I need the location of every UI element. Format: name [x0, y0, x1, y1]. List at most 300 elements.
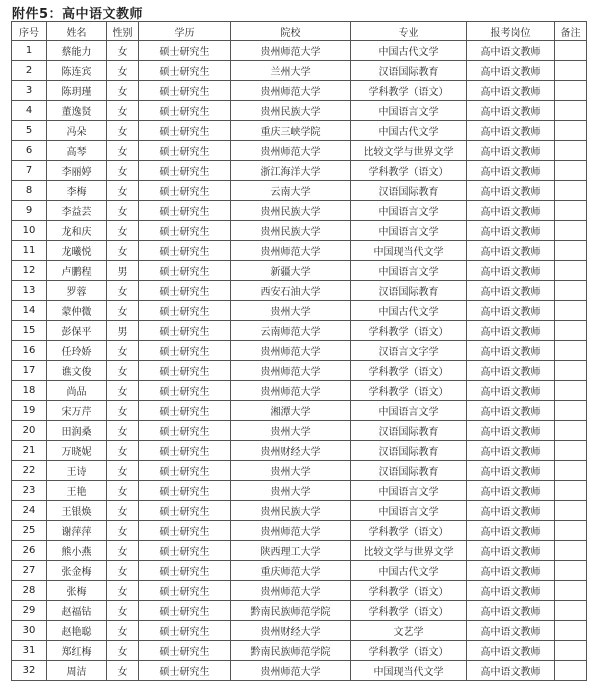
table-row — [12, 81, 587, 101]
cell-education: 硕士研究生 — [139, 221, 231, 241]
cell-remarks — [555, 261, 587, 281]
cell-remarks — [555, 461, 587, 481]
cell-sex: 女 — [107, 141, 139, 161]
cell-school: 贵州师范大学 — [231, 581, 351, 601]
cell-major: 中国古代文学 — [351, 561, 467, 581]
document-title: 附件5：高中语文教师 — [12, 7, 144, 22]
cell-index: 13 — [12, 281, 47, 301]
cell-position: 高中语文教师 — [467, 541, 555, 561]
header-sex: 性别 — [107, 22, 139, 41]
cell-education: 硕士研究生 — [139, 81, 231, 101]
cell-name: 陈玥瑾 — [47, 81, 107, 101]
cell-sex: 女 — [107, 621, 139, 641]
cell-major: 学科教学（语文） — [351, 361, 467, 381]
cell-sex: 女 — [107, 601, 139, 621]
cell-index: 16 — [12, 341, 47, 361]
cell-remarks — [555, 121, 587, 141]
cell-school: 贵州财经大学 — [231, 621, 351, 641]
table-row — [12, 621, 587, 641]
table-row — [12, 121, 587, 141]
cell-position: 高中语文教师 — [467, 461, 555, 481]
cell-name: 李益芸 — [47, 201, 107, 221]
cell-sex: 女 — [107, 581, 139, 601]
cell-education: 硕士研究生 — [139, 421, 231, 441]
cell-remarks — [555, 481, 587, 501]
cell-position: 高中语文教师 — [467, 441, 555, 461]
cell-remarks — [555, 621, 587, 641]
cell-education: 硕士研究生 — [139, 321, 231, 341]
cell-name: 蔡能力 — [47, 41, 107, 61]
cell-remarks — [555, 41, 587, 61]
cell-index: 32 — [12, 661, 47, 681]
cell-name: 田润桑 — [47, 421, 107, 441]
cell-education: 硕士研究生 — [139, 301, 231, 321]
cell-position: 高中语文教师 — [467, 401, 555, 421]
table-row — [12, 361, 587, 381]
cell-sex: 女 — [107, 501, 139, 521]
cell-education: 硕士研究生 — [139, 281, 231, 301]
cell-name: 王艳 — [47, 481, 107, 501]
cell-name: 王银焕 — [47, 501, 107, 521]
cell-remarks — [555, 361, 587, 381]
cell-name: 任玲娇 — [47, 341, 107, 361]
cell-major: 中国语言文学 — [351, 101, 467, 121]
cell-name: 陈连宾 — [47, 61, 107, 81]
cell-sex: 女 — [107, 641, 139, 661]
table-row — [12, 241, 587, 261]
cell-position: 高中语文教师 — [467, 661, 555, 681]
cell-sex: 女 — [107, 81, 139, 101]
cell-name: 熊小燕 — [47, 541, 107, 561]
cell-education: 硕士研究生 — [139, 261, 231, 281]
table-row — [12, 301, 587, 321]
cell-sex: 女 — [107, 361, 139, 381]
cell-position: 高中语文教师 — [467, 521, 555, 541]
cell-remarks — [555, 521, 587, 541]
cell-name: 蒙仲微 — [47, 301, 107, 321]
cell-school: 重庆三峡学院 — [231, 121, 351, 141]
cell-index: 28 — [12, 581, 47, 601]
cell-remarks — [555, 241, 587, 261]
cell-index: 14 — [12, 301, 47, 321]
cell-major: 学科教学（语文） — [351, 601, 467, 621]
cell-education: 硕士研究生 — [139, 621, 231, 641]
cell-school: 湘潭大学 — [231, 401, 351, 421]
cell-education: 硕士研究生 — [139, 121, 231, 141]
cell-major: 学科教学（语文） — [351, 521, 467, 541]
cell-school: 贵州民族大学 — [231, 501, 351, 521]
cell-education: 硕士研究生 — [139, 161, 231, 181]
cell-school: 陕西理工大学 — [231, 541, 351, 561]
cell-name: 彭保平 — [47, 321, 107, 341]
cell-major: 汉语国际教育 — [351, 461, 467, 481]
cell-position: 高中语文教师 — [467, 501, 555, 521]
cell-sex: 女 — [107, 381, 139, 401]
cell-education: 硕士研究生 — [139, 341, 231, 361]
cell-education: 硕士研究生 — [139, 441, 231, 461]
cell-major: 学科教学（语文） — [351, 161, 467, 181]
cell-major: 汉语言文字学 — [351, 341, 467, 361]
table-row — [12, 421, 587, 441]
cell-name: 尚品 — [47, 381, 107, 401]
cell-school: 贵州师范大学 — [231, 661, 351, 681]
cell-major: 汉语国际教育 — [351, 61, 467, 81]
cell-index: 24 — [12, 501, 47, 521]
cell-index: 27 — [12, 561, 47, 581]
cell-education: 硕士研究生 — [139, 641, 231, 661]
table-row — [12, 441, 587, 461]
table-row — [12, 661, 587, 681]
table-row — [12, 581, 587, 601]
cell-index: 6 — [12, 141, 47, 161]
cell-sex: 女 — [107, 181, 139, 201]
cell-sex: 女 — [107, 201, 139, 221]
cell-school: 贵州大学 — [231, 481, 351, 501]
cell-index: 20 — [12, 421, 47, 441]
table-row — [12, 161, 587, 181]
cell-index: 23 — [12, 481, 47, 501]
table-row — [12, 561, 587, 581]
header-name: 姓名 — [47, 22, 107, 41]
cell-education: 硕士研究生 — [139, 521, 231, 541]
cell-major: 学科教学（语文） — [351, 321, 467, 341]
cell-sex: 女 — [107, 61, 139, 81]
cell-index: 3 — [12, 81, 47, 101]
cell-school: 贵州师范大学 — [231, 41, 351, 61]
cell-sex: 女 — [107, 241, 139, 261]
cell-name: 罗蓉 — [47, 281, 107, 301]
cell-sex: 女 — [107, 221, 139, 241]
cell-school: 贵州师范大学 — [231, 241, 351, 261]
cell-education: 硕士研究生 — [139, 201, 231, 221]
cell-remarks — [555, 81, 587, 101]
cell-school: 贵州大学 — [231, 301, 351, 321]
cell-major: 文艺学 — [351, 621, 467, 641]
cell-major: 中国古代文学 — [351, 121, 467, 141]
cell-index: 7 — [12, 161, 47, 181]
cell-education: 硕士研究生 — [139, 141, 231, 161]
cell-position: 高中语文教师 — [467, 61, 555, 81]
cell-sex: 女 — [107, 301, 139, 321]
cell-sex: 女 — [107, 161, 139, 181]
cell-remarks — [555, 201, 587, 221]
cell-major: 比较文学与世界文学 — [351, 141, 467, 161]
cell-index: 17 — [12, 361, 47, 381]
cell-sex: 女 — [107, 521, 139, 541]
cell-major: 中国语言文学 — [351, 261, 467, 281]
cell-school: 贵州师范大学 — [231, 521, 351, 541]
cell-school: 贵州民族大学 — [231, 201, 351, 221]
cell-name: 龙曦悦 — [47, 241, 107, 261]
cell-major: 中国古代文学 — [351, 41, 467, 61]
cell-education: 硕士研究生 — [139, 561, 231, 581]
header-remarks: 备注 — [555, 22, 587, 41]
cell-education: 硕士研究生 — [139, 361, 231, 381]
cell-major: 中国语言文学 — [351, 401, 467, 421]
cell-major: 中国古代文学 — [351, 301, 467, 321]
cell-major: 中国现当代文学 — [351, 241, 467, 261]
cell-major: 学科教学（语文） — [351, 641, 467, 661]
cell-remarks — [555, 641, 587, 661]
cell-school: 贵州师范大学 — [231, 341, 351, 361]
cell-education: 硕士研究生 — [139, 101, 231, 121]
cell-education: 硕士研究生 — [139, 61, 231, 81]
table-row — [12, 61, 587, 81]
cell-index: 11 — [12, 241, 47, 261]
cell-remarks — [555, 381, 587, 401]
table-row — [12, 141, 587, 161]
table-row — [12, 221, 587, 241]
table-row — [12, 41, 587, 61]
cell-name: 周洁 — [47, 661, 107, 681]
header-education: 学历 — [139, 22, 231, 41]
table-row — [12, 601, 587, 621]
cell-school: 西安石油大学 — [231, 281, 351, 301]
cell-major: 学科教学（语文） — [351, 581, 467, 601]
cell-name: 张梅 — [47, 581, 107, 601]
cell-remarks — [555, 581, 587, 601]
table-row — [12, 281, 587, 301]
cell-name: 董逸贤 — [47, 101, 107, 121]
cell-name: 赵艳聪 — [47, 621, 107, 641]
cell-position: 高中语文教师 — [467, 601, 555, 621]
cell-index: 18 — [12, 381, 47, 401]
cell-position: 高中语文教师 — [467, 581, 555, 601]
table-row — [12, 501, 587, 521]
cell-position: 高中语文教师 — [467, 81, 555, 101]
cell-index: 19 — [12, 401, 47, 421]
cell-school: 黔南民族师范学院 — [231, 641, 351, 661]
cell-position: 高中语文教师 — [467, 101, 555, 121]
cell-position: 高中语文教师 — [467, 341, 555, 361]
cell-remarks — [555, 501, 587, 521]
cell-education: 硕士研究生 — [139, 581, 231, 601]
cell-name: 高琴 — [47, 141, 107, 161]
cell-education: 硕士研究生 — [139, 661, 231, 681]
cell-education: 硕士研究生 — [139, 541, 231, 561]
cell-name: 万晓妮 — [47, 441, 107, 461]
candidate-table — [11, 21, 587, 681]
cell-major: 中国语言文学 — [351, 501, 467, 521]
cell-school: 黔南民族师范学院 — [231, 601, 351, 621]
cell-major: 学科教学（语文） — [351, 381, 467, 401]
cell-name: 王诗 — [47, 461, 107, 481]
cell-index: 30 — [12, 621, 47, 641]
cell-major: 汉语国际教育 — [351, 281, 467, 301]
cell-major: 中国语言文学 — [351, 201, 467, 221]
cell-school: 云南师范大学 — [231, 321, 351, 341]
header-major: 专业 — [351, 22, 467, 41]
cell-school: 云南大学 — [231, 181, 351, 201]
cell-remarks — [555, 441, 587, 461]
cell-education: 硕士研究生 — [139, 481, 231, 501]
cell-sex: 女 — [107, 421, 139, 441]
cell-remarks — [555, 401, 587, 421]
cell-index: 12 — [12, 261, 47, 281]
cell-index: 25 — [12, 521, 47, 541]
cell-sex: 女 — [107, 561, 139, 581]
cell-education: 硕士研究生 — [139, 401, 231, 421]
cell-remarks — [555, 561, 587, 581]
cell-index: 26 — [12, 541, 47, 561]
table-row — [12, 641, 587, 661]
cell-sex: 女 — [107, 101, 139, 121]
cell-remarks — [555, 601, 587, 621]
cell-position: 高中语文教师 — [467, 321, 555, 341]
cell-position: 高中语文教师 — [467, 281, 555, 301]
cell-index: 4 — [12, 101, 47, 121]
cell-name: 李梅 — [47, 181, 107, 201]
cell-major: 汉语国际教育 — [351, 441, 467, 461]
cell-index: 10 — [12, 221, 47, 241]
table-row — [12, 181, 587, 201]
cell-remarks — [555, 421, 587, 441]
cell-position: 高中语文教师 — [467, 641, 555, 661]
cell-index: 15 — [12, 321, 47, 341]
cell-position: 高中语文教师 — [467, 201, 555, 221]
cell-name: 张金梅 — [47, 561, 107, 581]
cell-index: 29 — [12, 601, 47, 621]
cell-sex: 女 — [107, 401, 139, 421]
cell-index: 22 — [12, 461, 47, 481]
cell-name: 冯朵 — [47, 121, 107, 141]
cell-sex: 女 — [107, 461, 139, 481]
cell-index: 9 — [12, 201, 47, 221]
table-row — [12, 541, 587, 561]
table-row — [12, 341, 587, 361]
cell-index: 2 — [12, 61, 47, 81]
cell-major: 比较文学与世界文学 — [351, 541, 467, 561]
cell-major: 学科教学（语文） — [351, 81, 467, 101]
cell-sex: 女 — [107, 281, 139, 301]
cell-remarks — [555, 221, 587, 241]
cell-school: 重庆师范大学 — [231, 561, 351, 581]
cell-remarks — [555, 161, 587, 181]
table-body — [12, 41, 587, 681]
cell-remarks — [555, 301, 587, 321]
cell-school: 贵州民族大学 — [231, 221, 351, 241]
cell-remarks — [555, 101, 587, 121]
cell-sex: 女 — [107, 41, 139, 61]
cell-school: 新疆大学 — [231, 261, 351, 281]
cell-school: 贵州大学 — [231, 421, 351, 441]
cell-sex: 女 — [107, 341, 139, 361]
cell-name: 卢鹏程 — [47, 261, 107, 281]
header-school: 院校 — [231, 22, 351, 41]
cell-position: 高中语文教师 — [467, 181, 555, 201]
cell-major: 中国语言文学 — [351, 221, 467, 241]
cell-index: 1 — [12, 41, 47, 61]
cell-sex: 女 — [107, 121, 139, 141]
table-row — [12, 381, 587, 401]
cell-major: 汉语国际教育 — [351, 421, 467, 441]
cell-remarks — [555, 181, 587, 201]
cell-major: 中国现当代文学 — [351, 661, 467, 681]
table-row — [12, 261, 587, 281]
cell-position: 高中语文教师 — [467, 141, 555, 161]
table-row — [12, 481, 587, 501]
header-position: 报考岗位 — [467, 22, 555, 41]
cell-name: 谢萍萍 — [47, 521, 107, 541]
cell-school: 贵州师范大学 — [231, 381, 351, 401]
cell-position: 高中语文教师 — [467, 361, 555, 381]
cell-education: 硕士研究生 — [139, 601, 231, 621]
cell-name: 龙和庆 — [47, 221, 107, 241]
cell-name: 赵福钻 — [47, 601, 107, 621]
cell-education: 硕士研究生 — [139, 501, 231, 521]
cell-school: 贵州大学 — [231, 461, 351, 481]
table-row — [12, 461, 587, 481]
cell-position: 高中语文教师 — [467, 481, 555, 501]
table-row — [12, 321, 587, 341]
cell-position: 高中语文教师 — [467, 261, 555, 281]
table-row — [12, 401, 587, 421]
cell-sex: 女 — [107, 661, 139, 681]
cell-name: 郑红梅 — [47, 641, 107, 661]
cell-education: 硕士研究生 — [139, 241, 231, 261]
cell-position: 高中语文教师 — [467, 421, 555, 441]
cell-remarks — [555, 321, 587, 341]
cell-sex: 女 — [107, 541, 139, 561]
cell-sex: 男 — [107, 321, 139, 341]
cell-major: 中国语言文学 — [351, 481, 467, 501]
header-index: 序号 — [12, 22, 47, 41]
cell-remarks — [555, 661, 587, 681]
cell-position: 高中语文教师 — [467, 621, 555, 641]
cell-position: 高中语文教师 — [467, 381, 555, 401]
cell-name: 李丽婷 — [47, 161, 107, 181]
cell-education: 硕士研究生 — [139, 381, 231, 401]
cell-education: 硕士研究生 — [139, 181, 231, 201]
cell-index: 31 — [12, 641, 47, 661]
cell-education: 硕士研究生 — [139, 461, 231, 481]
table-row — [12, 201, 587, 221]
cell-remarks — [555, 281, 587, 301]
cell-position: 高中语文教师 — [467, 41, 555, 61]
cell-sex: 女 — [107, 441, 139, 461]
cell-remarks — [555, 341, 587, 361]
cell-name: 谯文俊 — [47, 361, 107, 381]
cell-school: 浙江海洋大学 — [231, 161, 351, 181]
cell-school: 贵州财经大学 — [231, 441, 351, 461]
cell-position: 高中语文教师 — [467, 121, 555, 141]
cell-position: 高中语文教师 — [467, 241, 555, 261]
cell-school: 贵州师范大学 — [231, 81, 351, 101]
cell-remarks — [555, 141, 587, 161]
table-header-row — [12, 22, 587, 41]
cell-school: 贵州民族大学 — [231, 101, 351, 121]
cell-name: 宋万芹 — [47, 401, 107, 421]
cell-index: 21 — [12, 441, 47, 461]
cell-education: 硕士研究生 — [139, 41, 231, 61]
cell-index: 8 — [12, 181, 47, 201]
cell-position: 高中语文教师 — [467, 161, 555, 181]
table-row — [12, 101, 587, 121]
cell-remarks — [555, 541, 587, 561]
cell-position: 高中语文教师 — [467, 221, 555, 241]
cell-school: 贵州师范大学 — [231, 361, 351, 381]
cell-sex: 女 — [107, 481, 139, 501]
table-row — [12, 521, 587, 541]
cell-position: 高中语文教师 — [467, 561, 555, 581]
cell-school: 兰州大学 — [231, 61, 351, 81]
cell-position: 高中语文教师 — [467, 301, 555, 321]
cell-remarks — [555, 61, 587, 81]
cell-school: 贵州师范大学 — [231, 141, 351, 161]
cell-index: 5 — [12, 121, 47, 141]
cell-sex: 男 — [107, 261, 139, 281]
cell-major: 汉语国际教育 — [351, 181, 467, 201]
